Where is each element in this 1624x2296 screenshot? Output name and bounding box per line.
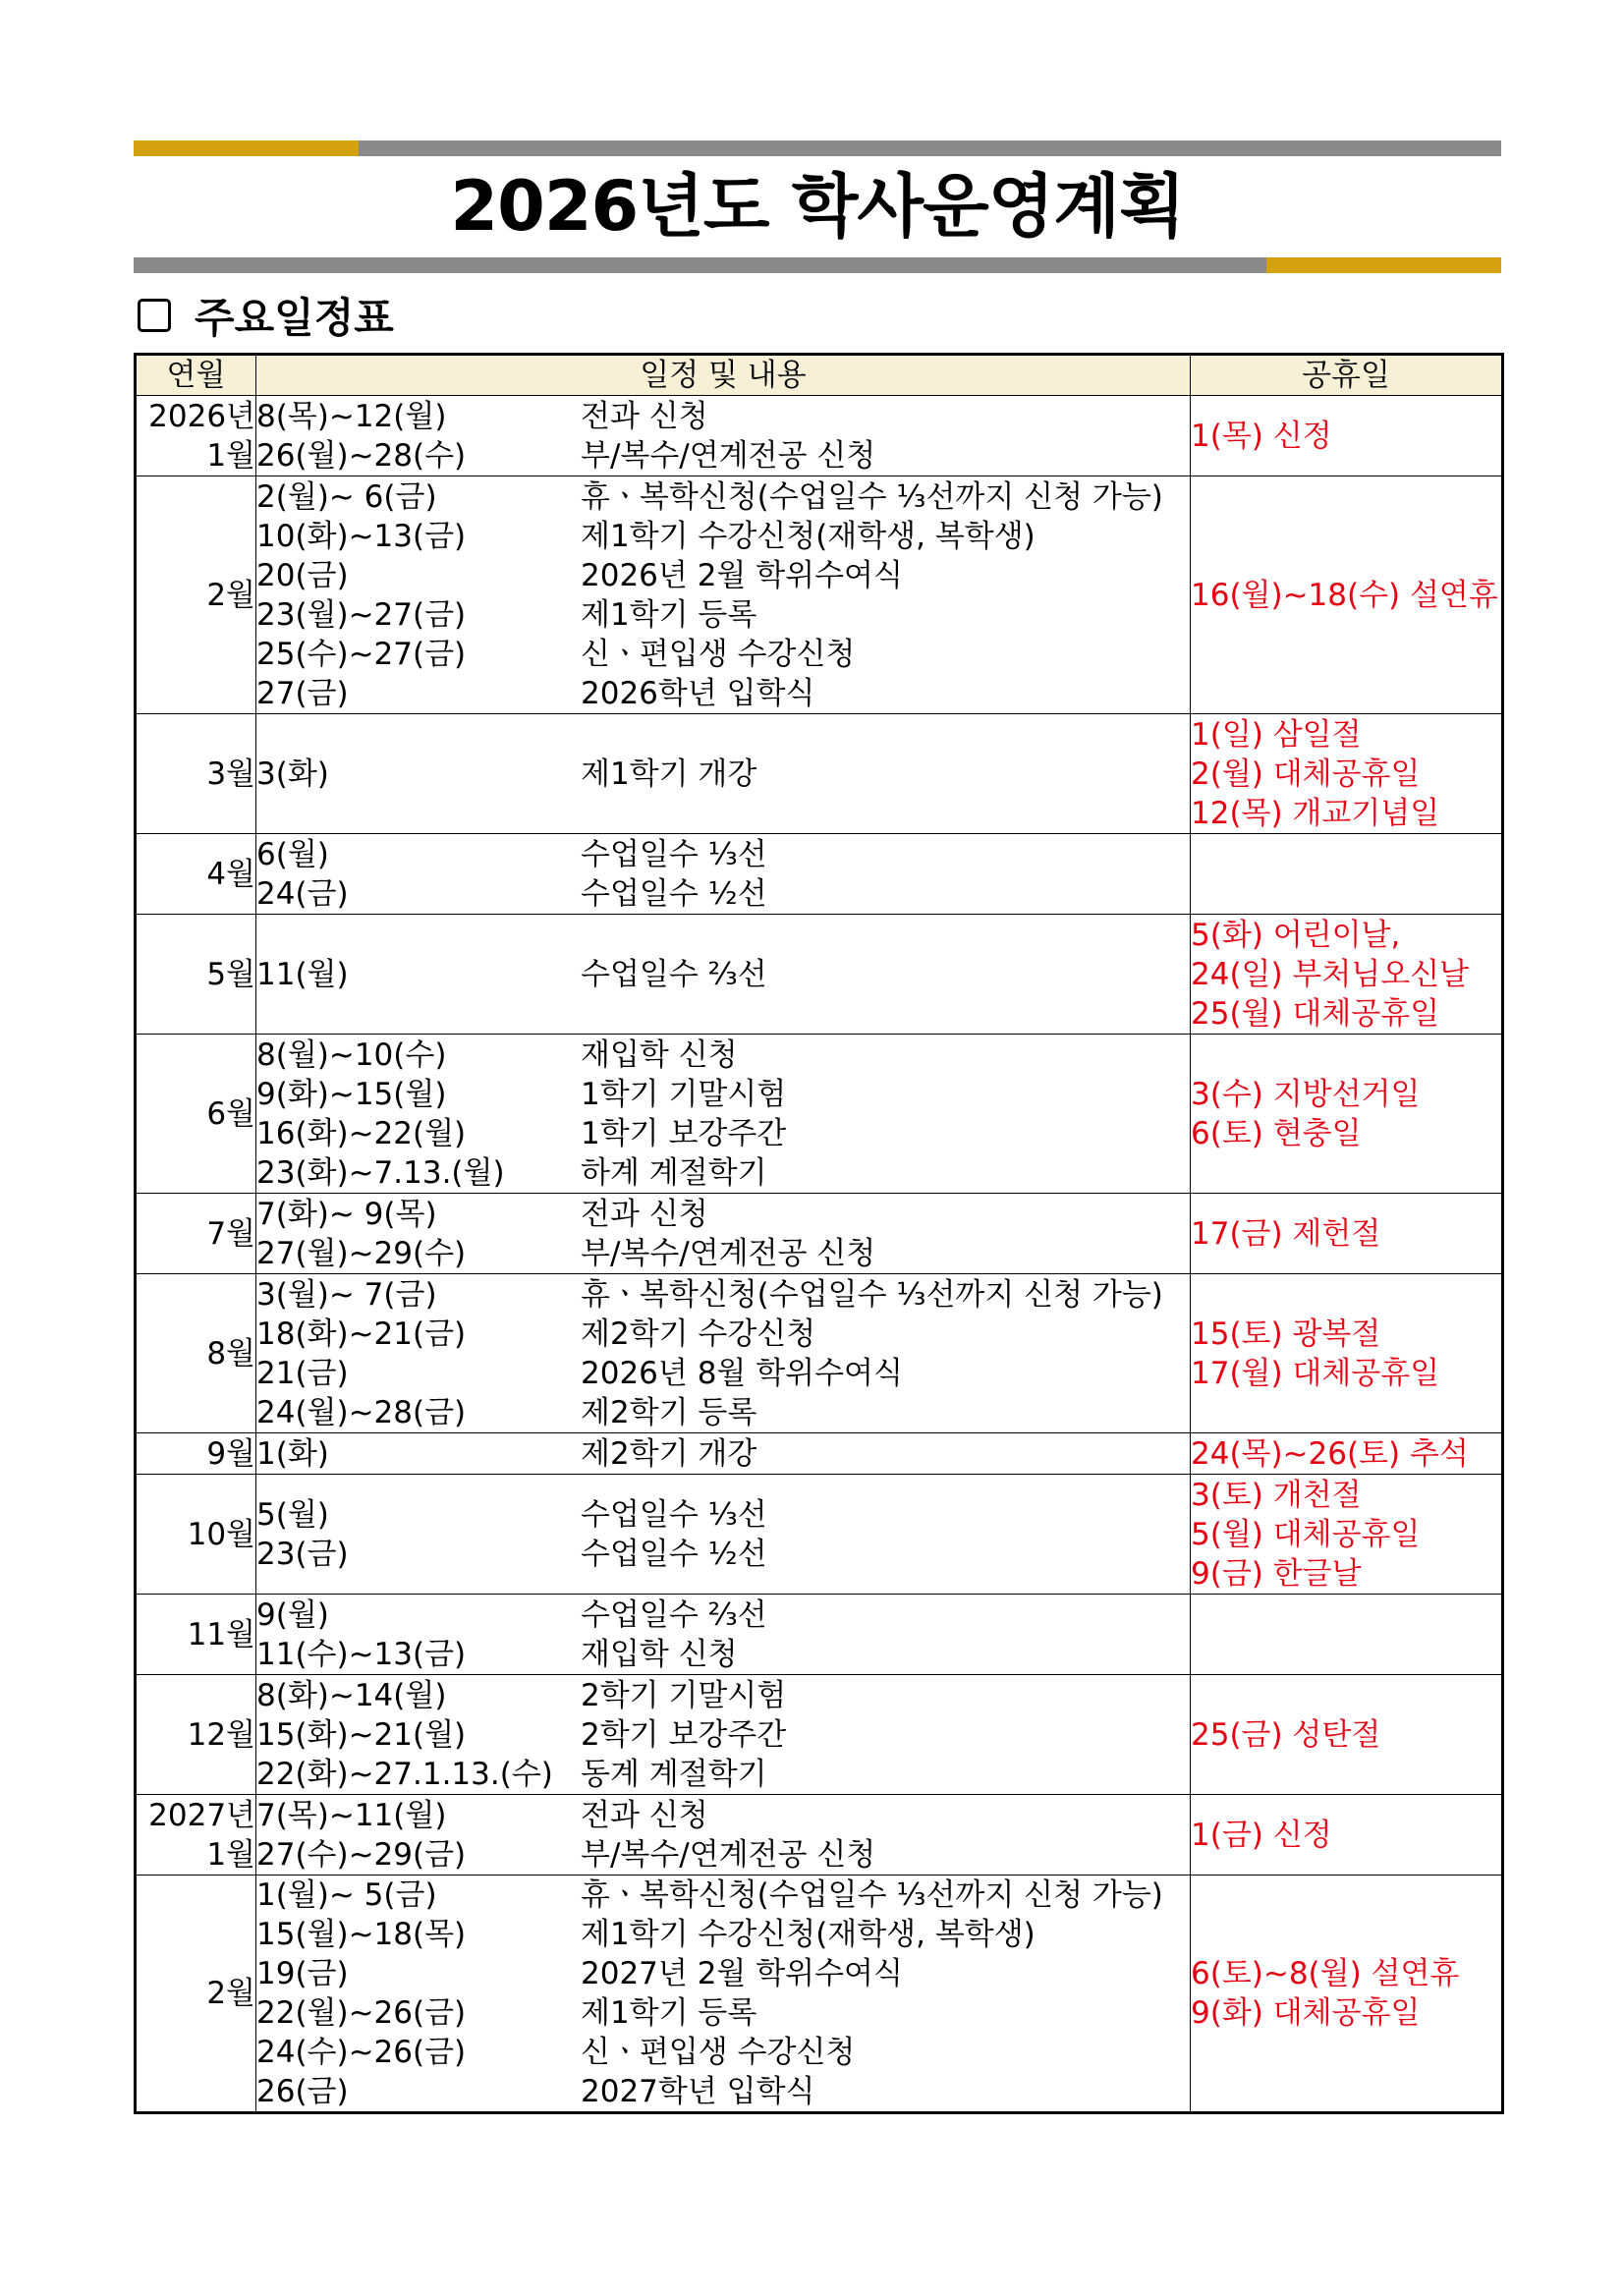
schedule-cell: [256, 915, 1191, 1035]
schedule-date: 22(화)~27.1.13.(수): [256, 1756, 553, 1792]
month-cell: [136, 1475, 256, 1595]
holiday-entry: 5(월) 대체공휴일: [1191, 1516, 1421, 1552]
schedule-event: 2026년 8월 학위수여식: [581, 1355, 903, 1391]
table-row: [136, 1795, 1503, 1876]
month-label: 1월: [206, 1836, 255, 1873]
schedule-date: 9(월): [256, 1596, 329, 1633]
dates-column: [256, 1434, 581, 1474]
schedule-event: 부/복수/연계전공 신청: [581, 437, 876, 474]
holiday-entry: 3(토) 개천절: [1191, 1477, 1362, 1513]
header-holidays: 공휴일: [1191, 355, 1503, 396]
holiday-cell: [1191, 1274, 1503, 1433]
schedule-date: 6(월): [256, 836, 329, 872]
schedule-cell: [256, 1475, 1191, 1595]
schedule-event: 부/복수/연계전공 신청: [581, 1836, 876, 1873]
schedule-event: 제1학기 수강신청(재학생, 복학생): [581, 1917, 1036, 1952]
schedule-date: 11(수)~13(금): [256, 1636, 467, 1672]
events-column: [581, 477, 1163, 713]
schedule-cell: [256, 834, 1191, 915]
table-row: [136, 1194, 1503, 1274]
dates-column: [256, 1876, 581, 2111]
month-cell: [136, 1274, 256, 1433]
table-row: [136, 396, 1503, 476]
top-gray-bar: [359, 140, 1501, 156]
month-label: 2월: [206, 577, 255, 613]
events-column: [581, 955, 767, 994]
month-cell: [136, 1675, 256, 1795]
events-column: [581, 1195, 875, 1273]
table-row: [136, 714, 1503, 834]
schedule-date: 21(금): [256, 1355, 349, 1391]
holiday-entry: 17(금) 제헌절: [1191, 1215, 1381, 1252]
schedule-event: 제2학기 개강: [581, 1435, 757, 1472]
section-title: 주요일정표: [195, 294, 394, 342]
events-column: [581, 1676, 786, 1794]
schedule-date: 23(월)~27(금): [256, 596, 467, 633]
table-row: [136, 476, 1503, 714]
schedule-event: 1학기 기말시험: [581, 1076, 787, 1112]
schedule-table: [134, 353, 1504, 2114]
schedule-event: 신ㆍ편입생 수강신청: [581, 636, 856, 672]
schedule-date: 5(월): [256, 1496, 329, 1533]
month-cell: [136, 1035, 256, 1194]
schedule-event: 제1학기 등록: [581, 1995, 757, 2031]
schedule-date: 25(수)~27(금): [256, 636, 467, 672]
month-cell: [136, 834, 256, 915]
holiday-entry: 3(수) 지방선거일: [1191, 1076, 1421, 1112]
table-row: [136, 1433, 1503, 1475]
holiday-entry: 25(금) 성탄절: [1191, 1716, 1381, 1753]
table-row: [136, 1675, 1503, 1795]
holiday-entry: 9(금) 한글날: [1191, 1555, 1362, 1592]
schedule-event: 전과 신청: [581, 1196, 708, 1232]
holiday-cell: [1191, 1475, 1503, 1595]
schedule-event: 2학기 기말시험: [581, 1677, 787, 1713]
header-month: 연월: [136, 355, 256, 396]
month-label: 3월: [206, 756, 255, 792]
schedule-event: 하계 계절학기: [581, 1154, 767, 1191]
schedule-cell: [256, 1433, 1191, 1475]
month-cell: [136, 476, 256, 714]
holiday-cell: [1191, 396, 1503, 476]
month-label: 9월: [206, 1435, 255, 1472]
dates-column: [256, 477, 581, 713]
month-cell: [136, 1595, 256, 1675]
dates-column: [256, 1195, 581, 1273]
schedule-cell: [256, 476, 1191, 714]
table-row: [136, 1035, 1503, 1194]
schedule-event: 제1학기 개강: [581, 756, 757, 792]
holiday-cell: [1191, 834, 1503, 915]
events-column: [581, 1796, 875, 1875]
events-column: [581, 397, 875, 476]
holiday-cell: [1191, 1595, 1503, 1675]
dates-column: [256, 1676, 581, 1794]
schedule-cell: [256, 396, 1191, 476]
schedule-date: 1(월)~ 5(금): [256, 1877, 437, 1913]
schedule-date: 8(화)~14(월): [256, 1677, 447, 1713]
page-title: 2026년도 학사운영계획: [450, 166, 1185, 247]
schedule-date: 10(화)~13(금): [256, 518, 467, 554]
table-row: [136, 1876, 1503, 2113]
holiday-entry: 6(토)~8(월) 설연휴: [1191, 1956, 1460, 1991]
schedule-cell: [256, 1876, 1191, 2113]
schedule-event: 제1학기 등록: [581, 596, 757, 633]
table-row: [136, 1475, 1503, 1595]
schedule-event: 제1학기 수강신청(재학생, 복학생): [581, 518, 1036, 554]
schedule-date: 23(금): [256, 1536, 349, 1572]
schedule-date: 9(화)~15(월): [256, 1076, 447, 1112]
schedule-event: 전과 신청: [581, 1797, 708, 1833]
header-schedule: 일정 및 내용: [256, 355, 1191, 396]
schedule-event: 동계 계절학기: [581, 1756, 767, 1792]
schedule-event: 2026학년 입학식: [581, 675, 815, 711]
dates-column: [256, 397, 581, 476]
schedule-date: 26(월)~28(수): [256, 437, 467, 474]
holiday-cell: [1191, 1675, 1503, 1795]
top-gold-bar: [134, 140, 359, 156]
month-label: 2월: [206, 1976, 255, 2011]
month-label: 1월: [206, 437, 255, 474]
schedule-event: 신ㆍ편입생 수강신청: [581, 2035, 856, 2070]
month-cell: [136, 1194, 256, 1274]
schedule-date: 7(화)~ 9(목): [256, 1196, 437, 1232]
schedule-event: 수업일수 ⅔선: [581, 1596, 767, 1633]
dates-column: [256, 755, 581, 794]
holiday-entry: 6(토) 현충일: [1191, 1115, 1362, 1151]
holiday-entry: 16(월)~18(수) 설연휴: [1191, 577, 1498, 613]
holiday-entry: 1(금) 신정: [1191, 1817, 1332, 1853]
schedule-date: 7(목)~11(월): [256, 1797, 447, 1833]
schedule-cell: [256, 1595, 1191, 1675]
dates-column: [256, 955, 581, 994]
month-label: 4월: [206, 856, 255, 892]
table-row: [136, 1274, 1503, 1433]
schedule-event: 1학기 보강주간: [581, 1115, 787, 1151]
schedule-date: 23(화)~7.13.(월): [256, 1154, 505, 1191]
month-label: 7월: [206, 1215, 255, 1252]
dates-column: [256, 1275, 581, 1432]
schedule-event: 제2학기 수강신청: [581, 1316, 816, 1352]
holiday-cell: [1191, 1795, 1503, 1876]
events-column: [581, 755, 756, 794]
schedule-date: 20(금): [256, 557, 349, 593]
month-cell: [136, 714, 256, 834]
schedule-date: 2(월)~ 6(금): [256, 478, 437, 515]
events-column: [581, 1275, 1163, 1432]
schedule-event: 재입학 신청: [581, 1636, 738, 1672]
table-row: [136, 834, 1503, 915]
schedule-event: 수업일수 ⅓선: [581, 836, 767, 872]
holiday-entry: 12(목) 개교기념일: [1191, 795, 1440, 831]
schedule-date: 3(월)~ 7(금): [256, 1276, 437, 1313]
schedule-date: 8(목)~12(월): [256, 398, 447, 434]
schedule-date: 15(화)~21(월): [256, 1716, 467, 1753]
holiday-entry: 1(일) 삼일절: [1191, 716, 1362, 753]
holiday-cell: [1191, 1035, 1503, 1194]
bottom-gray-bar: [134, 257, 1266, 273]
schedule-event: 재입학 신청: [581, 1036, 738, 1073]
schedule-cell: [256, 1795, 1191, 1876]
month-cell: [136, 915, 256, 1035]
schedule-date: 22(월)~26(금): [256, 1995, 467, 2031]
schedule-event: 수업일수 ½선: [581, 875, 767, 912]
holiday-cell: [1191, 476, 1503, 714]
events-column: [581, 1036, 786, 1193]
events-column: [581, 1876, 1163, 2111]
holiday-cell: [1191, 915, 1503, 1035]
month-label: 12월: [187, 1716, 255, 1753]
table-row: [136, 1595, 1503, 1675]
month-label: 6월: [206, 1095, 255, 1132]
schedule-date: 11(월): [256, 956, 349, 992]
holiday-cell: [1191, 1194, 1503, 1274]
schedule-event: 2026년 2월 학위수여식: [581, 557, 903, 593]
dates-column: [256, 1495, 581, 1574]
schedule-event: 부/복수/연계전공 신청: [581, 1235, 876, 1271]
schedule-date: 8(월)~10(수): [256, 1036, 447, 1073]
events-column: [581, 1434, 756, 1474]
dates-column: [256, 835, 581, 914]
month-label: 2026년: [148, 398, 255, 434]
schedule-event: 휴ㆍ복학신청(수업일수 ⅓선까지 신청 가능): [581, 478, 1163, 515]
month-label: 11월: [187, 1616, 255, 1652]
events-column: [581, 1596, 767, 1674]
month-cell: [136, 396, 256, 476]
holiday-entry: 24(일) 부처님오신날: [1191, 956, 1470, 992]
month-cell: [136, 1876, 256, 2113]
schedule-date: 3(화): [256, 756, 329, 792]
schedule-event: 제2학기 등록: [581, 1394, 757, 1430]
schedule-date: 16(화)~22(월): [256, 1115, 467, 1151]
schedule-event: 수업일수 ½선: [581, 1536, 767, 1572]
holiday-entry: 5(화) 어린이날,: [1191, 917, 1401, 953]
month-label: 5월: [206, 956, 255, 992]
schedule-event: 2027년 2월 학위수여식: [581, 1956, 903, 1991]
holiday-entry: 1(목) 신정: [1191, 418, 1332, 454]
section-heading: [138, 286, 394, 345]
schedule-date: 27(월)~29(수): [256, 1235, 467, 1271]
table-body: [136, 396, 1503, 2113]
holiday-entry: 25(월) 대체공휴일: [1191, 995, 1440, 1032]
dates-column: [256, 1036, 581, 1193]
schedule-cell: [256, 1035, 1191, 1194]
holiday-cell: [1191, 714, 1503, 834]
holiday-entry: 15(토) 광복절: [1191, 1316, 1381, 1352]
schedule-cell: [256, 714, 1191, 834]
month-cell: [136, 1433, 256, 1475]
schedule-event: 2027학년 입학식: [581, 2074, 815, 2109]
holiday-cell: [1191, 1433, 1503, 1475]
schedule-event: 전과 신청: [581, 398, 708, 434]
schedule-date: 19(금): [256, 1956, 349, 1991]
schedule-event: 2학기 보강주간: [581, 1716, 787, 1753]
holiday-entry: 24(목)~26(토) 추석: [1191, 1435, 1469, 1472]
schedule-date: 27(금): [256, 675, 349, 711]
table-header-row: [136, 355, 1503, 396]
events-column: [581, 1495, 767, 1574]
schedule-date: 27(수)~29(금): [256, 1836, 467, 1873]
schedule-cell: [256, 1194, 1191, 1274]
month-label: 2027년: [148, 1797, 255, 1833]
schedule-date: 24(수)~26(금): [256, 2035, 467, 2070]
month-cell: [136, 1795, 256, 1876]
schedule-date: 24(월)~28(금): [256, 1394, 467, 1430]
schedule-event: 휴ㆍ복학신청(수업일수 ⅓선까지 신청 가능): [581, 1877, 1163, 1913]
holiday-cell: [1191, 1876, 1503, 2113]
schedule-cell: [256, 1675, 1191, 1795]
checkbox-icon: [138, 299, 171, 332]
schedule-cell: [256, 1274, 1191, 1433]
dates-column: [256, 1796, 581, 1875]
month-label: 10월: [187, 1516, 255, 1552]
events-column: [581, 835, 767, 914]
schedule-date: 1(화): [256, 1435, 329, 1472]
schedule-date: 24(금): [256, 875, 349, 912]
month-label: 8월: [206, 1335, 255, 1372]
schedule-event: 휴ㆍ복학신청(수업일수 ⅓선까지 신청 가능): [581, 1276, 1163, 1313]
holiday-entry: 2(월) 대체공휴일: [1191, 756, 1421, 792]
holiday-entry: 17(월) 대체공휴일: [1191, 1355, 1440, 1391]
schedule-date: 26(금): [256, 2074, 349, 2109]
schedule-event: 수업일수 ⅔선: [581, 956, 767, 992]
dates-column: [256, 1596, 581, 1674]
schedule-date: 15(월)~18(목): [256, 1917, 467, 1952]
schedule-date: 18(화)~21(금): [256, 1316, 467, 1352]
bottom-gold-bar: [1266, 257, 1501, 273]
table-row: [136, 915, 1503, 1035]
holiday-entry: 9(화) 대체공휴일: [1191, 1995, 1421, 2031]
schedule-event: 수업일수 ⅓선: [581, 1496, 767, 1533]
